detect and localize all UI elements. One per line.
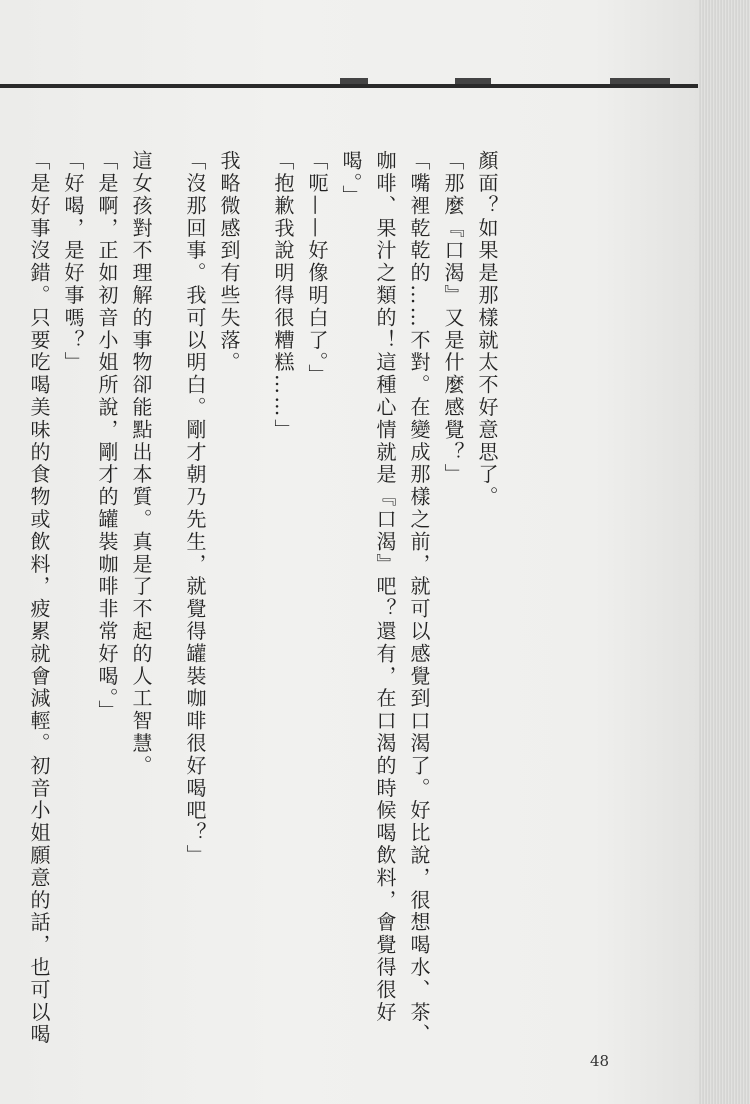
text-line: 「沒那回事。我可以明白。剛才朝乃先生，就覺得罐裝咖啡很好喝吧？」 — [183, 150, 207, 867]
text-line — [0, 150, 22, 1050]
text-line: 咖啡、果汁之類的！這種心情就是『口渴』吧？還有，在口渴的時候喝飲料，會覺得很好喝。」 — [339, 150, 397, 1024]
text-line: 「那麼『口渴』又是什麼感覺？」 — [441, 150, 465, 486]
page-stack-edges — [698, 0, 750, 1104]
vertical-text-body — [0, 150, 524, 1050]
text-line: 「是啊，正如初音小姐所說，剛才的罐裝咖啡非常好喝。」 — [95, 150, 119, 723]
text-line: 「呃——好像明白了。」 — [305, 150, 329, 387]
page-number: 48 — [590, 1052, 610, 1070]
header-rule — [0, 84, 700, 88]
text-line: 我略微感到有些失落。 — [217, 150, 241, 374]
text-line: 顏面？如果是那樣就太不好意思了。 — [475, 150, 499, 509]
text-line: 「抱歉我說明得很糟糕……」 — [271, 150, 295, 442]
text-line: 「嘴裡乾乾的……不對。在變成那樣之前，就可以感覺到口渴了。好比說，很想喝水、茶、 — [407, 150, 431, 1046]
text-line: 「是好事沒錯。只要吃喝美味的食物或飲料，疲累就會減輕。初音小姐願意的話，也可以喝 — [27, 150, 51, 1046]
text-line: 這女孩對不理解的事物卻能點出本質。真是了不起的人工智慧。 — [129, 150, 153, 778]
text-line: 「好喝，是好事嗎？」 — [61, 150, 85, 374]
